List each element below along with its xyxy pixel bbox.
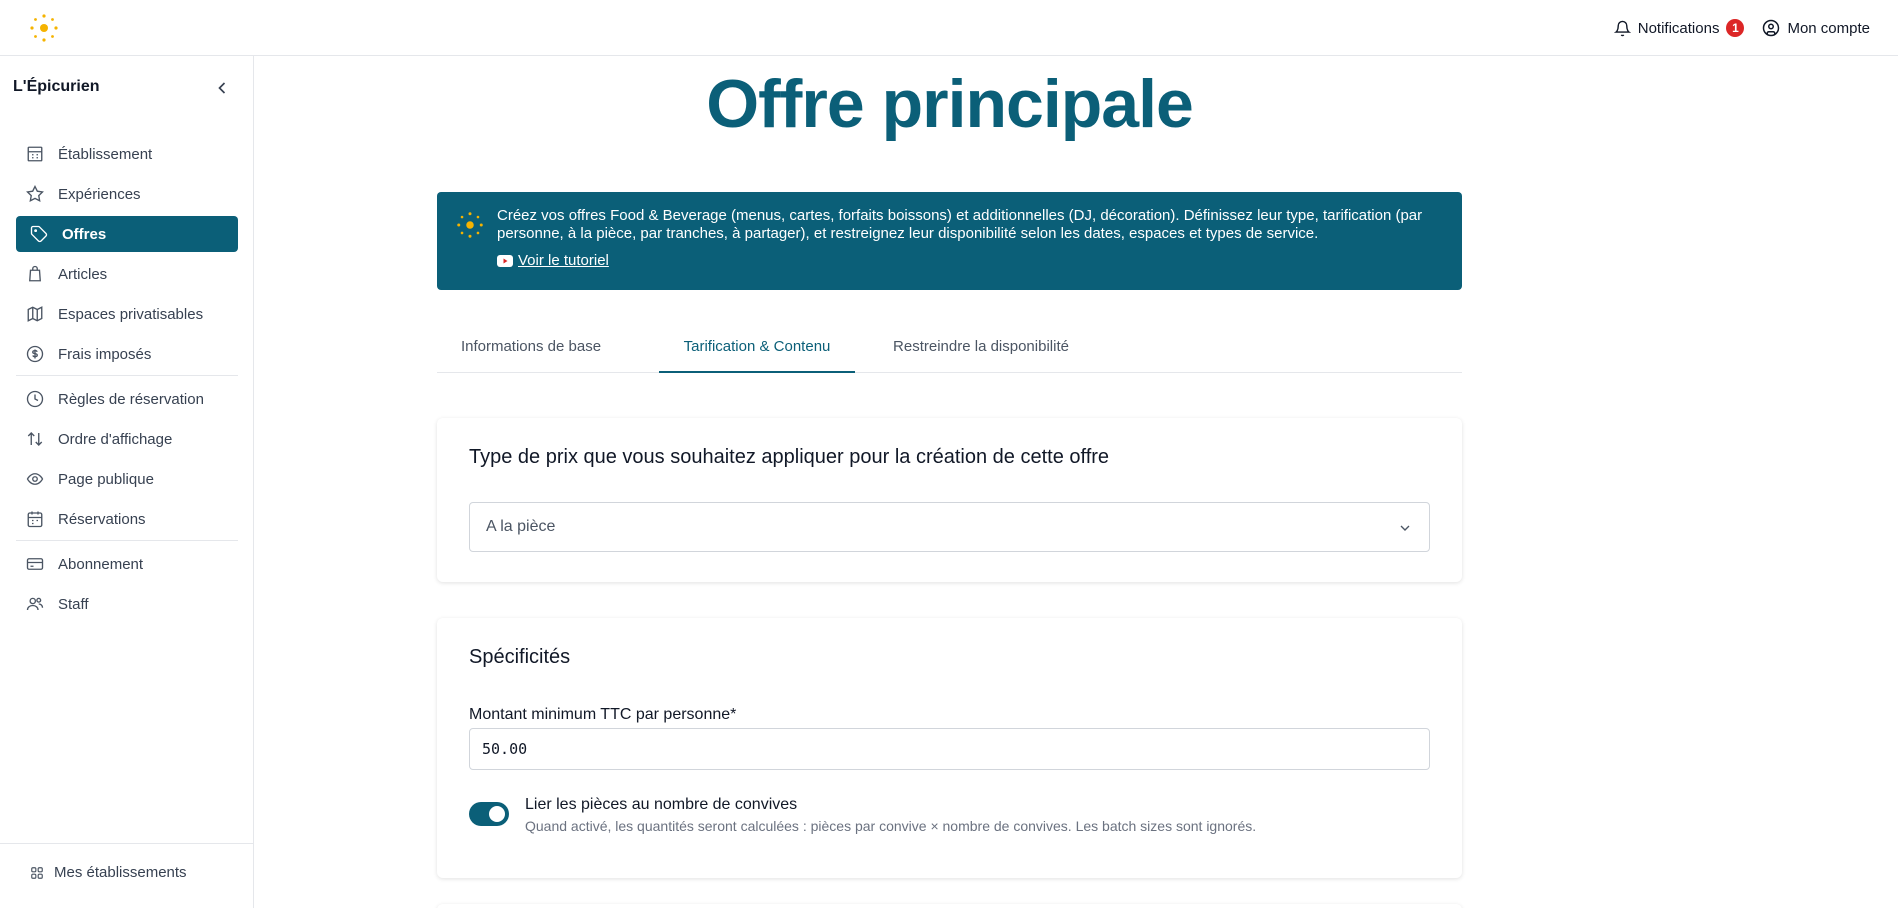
sidebar-item-offres[interactable] — [16, 216, 238, 252]
toggle-label: Lier les pièces au nombre de convives — [525, 796, 798, 813]
sun-icon — [455, 210, 485, 240]
my-establishments-button[interactable] — [30, 864, 187, 881]
toggle-knob — [489, 806, 505, 822]
sidebar-item-label: Frais imposés — [58, 345, 152, 363]
sidebar-item-articles[interactable] — [16, 256, 238, 292]
price-type-card — [437, 418, 1462, 582]
toggle-help-text: Quand activé, les quantités seront calculées : pièces par convive × nombre de convives. Les batch sizes sont ignorés. — [525, 818, 1257, 834]
shopping-bag-icon — [26, 265, 44, 283]
sidebar-footer — [0, 843, 254, 908]
sidebar-item-etablissement[interactable] — [16, 136, 238, 172]
specifics-title: Spécificités — [469, 646, 571, 668]
sidebar-item-label: Établissement — [58, 145, 153, 163]
price-type-select[interactable] — [469, 502, 1430, 552]
sidebar-item-page-publique[interactable] — [16, 461, 238, 497]
tag-icon — [30, 225, 48, 243]
chevron-down-icon — [1397, 520, 1413, 536]
nav-group-settings — [16, 381, 238, 541]
sidebar-divider — [16, 375, 238, 376]
building-icon — [26, 145, 44, 163]
price-type-value: A la pièce — [486, 518, 556, 535]
tab-informations[interactable]: Informations de base — [460, 338, 602, 355]
sidebar-item-label: Staff — [58, 595, 89, 613]
account-button[interactable] — [1762, 19, 1870, 37]
account-label: Mon compte — [1787, 19, 1870, 37]
sidebar-item-label: Abonnement — [58, 555, 144, 573]
calendar-icon — [26, 510, 44, 528]
min-amount-label: Montant minimum TTC par personne* — [469, 706, 737, 723]
sidebar-item-frais[interactable] — [16, 336, 238, 372]
tab-bar — [437, 328, 1462, 373]
sidebar-item-label: Expériences — [58, 185, 141, 203]
youtube-icon — [497, 255, 513, 267]
sidebar — [0, 56, 254, 908]
clock-icon — [26, 390, 44, 408]
eye-icon — [26, 470, 44, 488]
tutorial-link-label: Voir le tutoriel — [518, 252, 609, 269]
sidebar-item-abonnement[interactable] — [16, 546, 238, 582]
tutorial-link[interactable] — [497, 252, 609, 269]
notifications-button[interactable] — [1614, 19, 1745, 37]
sidebar-item-label: Règles de réservation — [58, 390, 204, 408]
sidebar-item-label: Offres — [62, 225, 107, 243]
link-pieces-toggle[interactable] — [469, 802, 509, 826]
sidebar-item-label: Réservations — [58, 510, 146, 528]
sidebar-item-label: Ordre d'affichage — [58, 430, 173, 448]
sidebar-item-ordre[interactable] — [16, 421, 238, 457]
price-type-title: Type de prix que vous souhaitez appliquer pour la création de cette offre — [469, 446, 1110, 468]
tab-disponibilite[interactable]: Restreindre la disponibilité — [893, 338, 1069, 355]
grid-icon — [30, 866, 44, 880]
sidebar-item-reservations[interactable] — [16, 501, 238, 537]
notifications-label: Notifications — [1637, 19, 1720, 37]
sidebar-item-espaces[interactable] — [16, 296, 238, 332]
notifications-badge: 1 — [1726, 19, 1744, 37]
tab-tarification[interactable]: Tarification & Contenu — [659, 328, 855, 373]
page-title: Offre principale — [706, 66, 1193, 142]
map-icon — [26, 305, 44, 323]
sidebar-item-regles[interactable] — [16, 381, 238, 417]
sidebar-item-staff[interactable] — [16, 586, 238, 622]
star-icon — [26, 185, 44, 203]
next-card — [437, 904, 1462, 908]
nav-group-account — [16, 546, 238, 626]
sidebar-item-experiences[interactable] — [16, 176, 238, 212]
users-icon — [26, 595, 44, 613]
bell-icon — [1614, 20, 1631, 37]
banner-text: Créez vos offres Food & Beverage (menus, cartes, forfaits boissons) et additionnelles (DJ, décoration). Définissez leur type, tarification (par personne, à la pièce, par tranches, à partager), et restreignez leur disponibilité selon les dates, espaces et types de service. — [497, 207, 1423, 242]
brand-name: L'Épicurien — [13, 78, 100, 95]
user-circle-icon — [1762, 19, 1780, 37]
sidebar-item-label: Articles — [58, 265, 108, 283]
specifics-card — [437, 618, 1462, 878]
credit-card-icon — [26, 555, 44, 573]
sidebar-divider — [16, 540, 238, 541]
my-establishments-label: Mes établissements — [54, 864, 187, 881]
top-bar — [0, 0, 1898, 56]
sidebar-item-label: Page publique — [58, 470, 154, 488]
sort-arrows-icon — [26, 430, 44, 448]
min-amount-input[interactable]: 50.00 — [469, 728, 1430, 770]
dollar-circle-icon — [26, 345, 44, 363]
nav-group-main — [16, 136, 238, 376]
sun-logo-icon[interactable] — [28, 12, 60, 44]
chevron-left-icon[interactable] — [212, 78, 232, 98]
info-banner — [437, 192, 1462, 290]
sidebar-item-label: Espaces privatisables — [58, 305, 204, 323]
